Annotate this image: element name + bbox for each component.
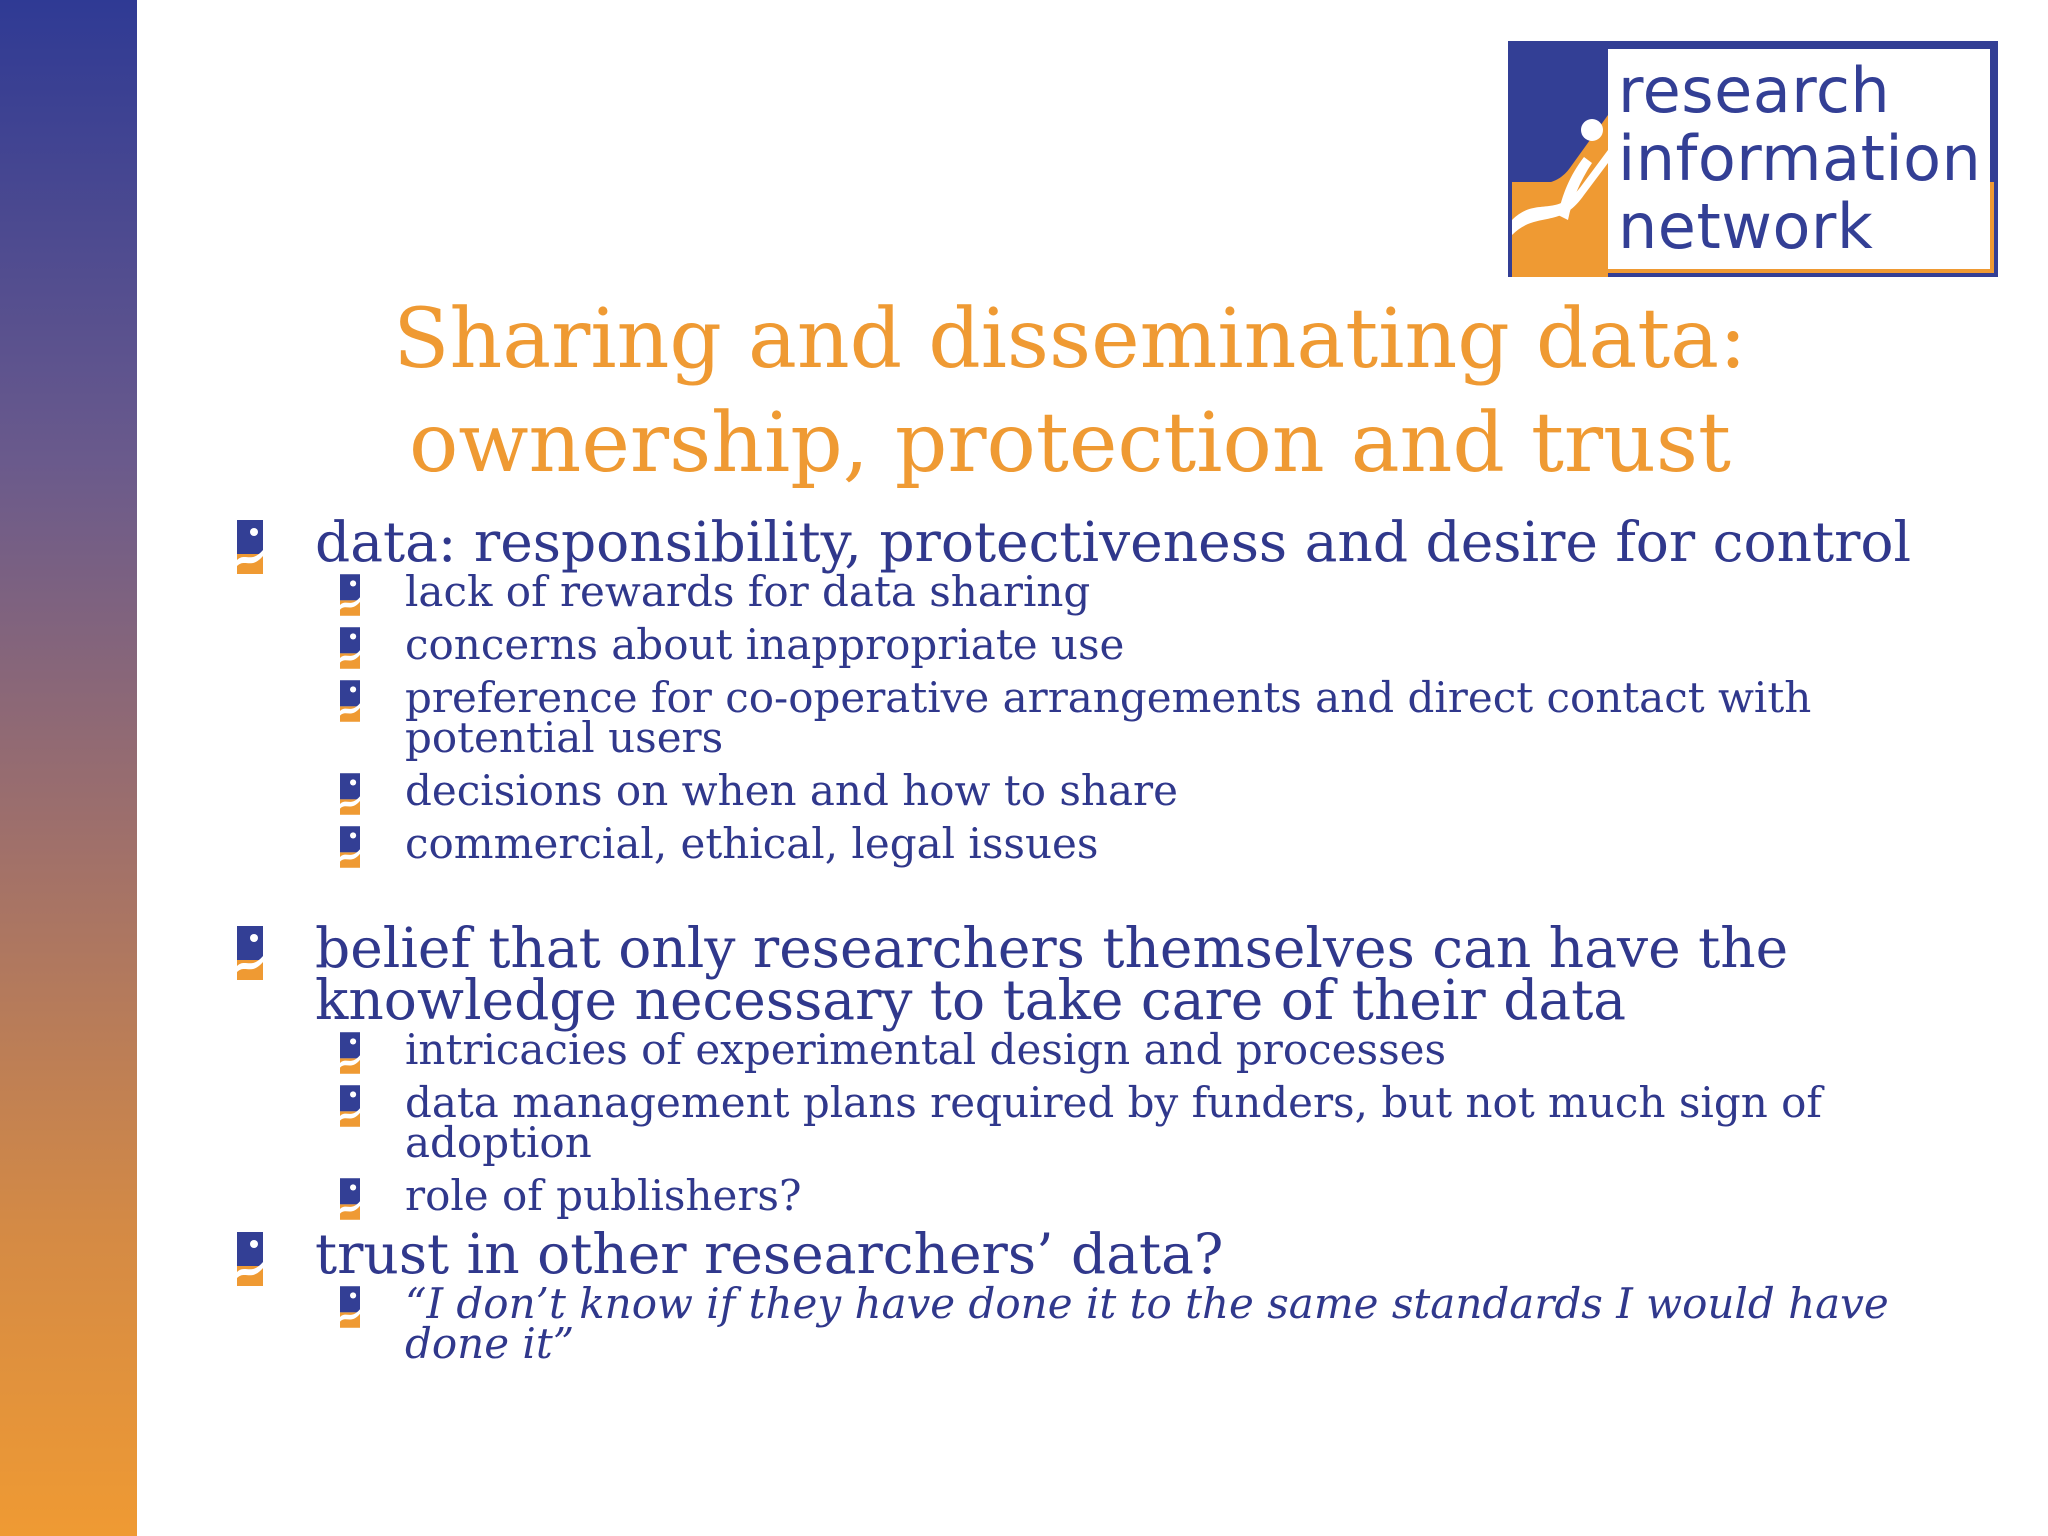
sub-bullet-text: decisions on when and how to share bbox=[405, 766, 1178, 815]
sub-bullet-item bbox=[230, 1078, 1930, 1167]
rin-bullet-icon bbox=[237, 520, 263, 574]
rin-bullet-icon bbox=[237, 926, 263, 980]
sub-bullet-item bbox=[230, 819, 1930, 868]
sub-bullet-item bbox=[230, 673, 1930, 762]
rin-bullet-icon bbox=[340, 1085, 360, 1127]
rin-bullet-icon bbox=[237, 1232, 263, 1286]
logo-word-information: information bbox=[1618, 122, 1982, 195]
sub-bullet-text: lack of rewards for data sharing bbox=[405, 567, 1091, 616]
slide-title-line-1: Sharing and disseminating data: bbox=[393, 292, 1747, 387]
rin-bullet-icon bbox=[340, 773, 360, 815]
logo-text-panel bbox=[1608, 49, 1990, 269]
sub-bullet-item bbox=[230, 1025, 1930, 1074]
research-information-network-logo bbox=[1508, 41, 1998, 277]
sub-bullet-item bbox=[230, 567, 1930, 616]
rin-bullet-icon bbox=[340, 1032, 360, 1074]
bullet-item bbox=[230, 916, 1930, 1032]
bullet-item bbox=[230, 510, 1930, 574]
logo-word-research: research bbox=[1618, 54, 1891, 127]
sub-bullet-item bbox=[230, 1279, 1930, 1368]
sub-bullet-text: concerns about inappropriate use bbox=[405, 620, 1125, 669]
bullet-list bbox=[230, 510, 1930, 1368]
side-gradient-bar bbox=[0, 0, 137, 1536]
bullet-item bbox=[230, 1222, 1930, 1286]
sub-bullet-text: commercial, ethical, legal issues bbox=[405, 819, 1099, 868]
slide-title-line-2: ownership, protection and trust bbox=[409, 396, 1731, 491]
sub-bullet-text: intricacies of experimental design and processes bbox=[405, 1025, 1447, 1074]
bullet-text: data: responsibility, protectiveness and desire for control bbox=[315, 510, 1912, 574]
sub-bullet-text: role of publishers? bbox=[405, 1171, 802, 1220]
slide-title bbox=[300, 288, 1840, 496]
rin-bullet-icon bbox=[340, 627, 360, 669]
rin-bullet-icon bbox=[340, 680, 360, 722]
sub-bullet-item bbox=[230, 620, 1930, 669]
sub-bullet-text: data management plans required by funders, but not much sign of adoption bbox=[405, 1078, 1822, 1167]
sub-bullet-item bbox=[230, 766, 1930, 815]
bullet-text: belief that only researchers themselves can have the knowledge necessary to take care of their data bbox=[315, 916, 1789, 1032]
sub-bullet-text: preference for co-operative arrangements and direct contact with potential users bbox=[405, 673, 1812, 762]
rin-bullet-icon bbox=[340, 574, 360, 616]
rin-bullet-icon bbox=[340, 1178, 360, 1220]
rin-bullet-icon bbox=[340, 1286, 360, 1328]
rin-logo-mark-icon bbox=[1512, 45, 1608, 277]
sub-bullet-item bbox=[230, 1171, 1930, 1220]
logo-word-network: network bbox=[1618, 190, 1874, 263]
rin-bullet-icon bbox=[340, 826, 360, 868]
bullet-text: trust in other researchers’ data? bbox=[315, 1222, 1224, 1286]
quote-text: “I don’t know if they have done it to the same standards I would have done it” bbox=[405, 1279, 1889, 1368]
